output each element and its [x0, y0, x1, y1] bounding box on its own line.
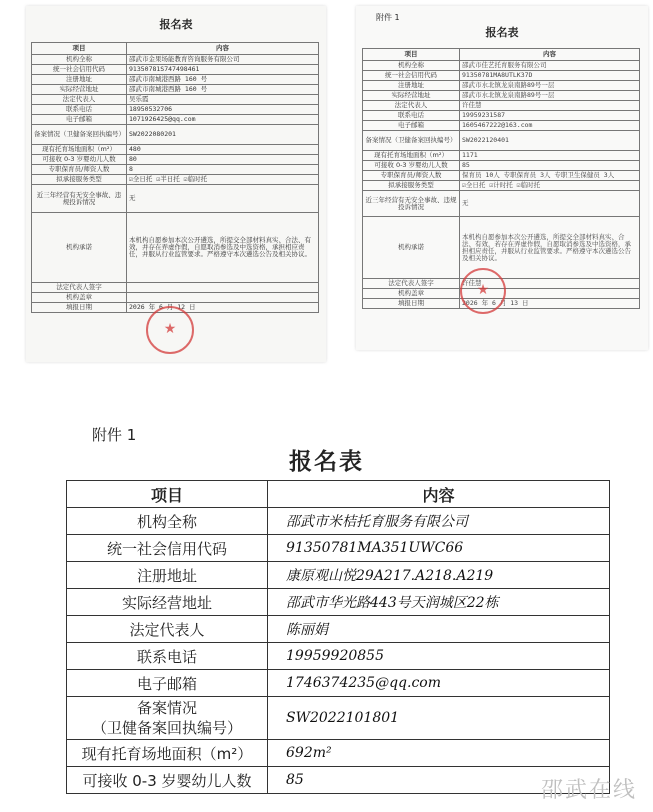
- row-value: SW2022120401: [460, 131, 640, 151]
- row-value: 85: [268, 767, 610, 794]
- row-label: 实际经营地址: [32, 85, 127, 95]
- row-label-line: 备案情况: [136, 699, 197, 717]
- row-value: 18950532706: [127, 105, 319, 115]
- row-value: SW2022080201: [127, 125, 319, 145]
- row-label: 法定代表人: [363, 101, 460, 111]
- row-label: 实际经营地址: [67, 589, 268, 616]
- header-item: 项目: [32, 43, 127, 55]
- row-label: 拟承接服务类型: [363, 181, 460, 191]
- row-value: 80: [127, 155, 319, 165]
- row-value: 邵武市华光路443号天润城区22栋: [268, 589, 610, 616]
- red-seal-stamp: [460, 268, 506, 314]
- row-value: 480: [127, 145, 319, 155]
- row-value: ☑全日托 ☑计时托 ☑临时托: [460, 181, 640, 191]
- table-row: [67, 697, 610, 740]
- row-label: 现有托育场地面积（m²）: [32, 145, 127, 155]
- row-value: 本机构自愿参加本次公开遴选，所提交全部材料真实、合法、有效，若存在弄虚作假，自愿取消参选及中选资格，承担相应责任，并服从行业监管要求。严格遵守本次遴选公告及相关协议。: [460, 217, 640, 279]
- table-row: [32, 95, 319, 105]
- table-row: [363, 151, 640, 161]
- row-label: 可接收 0-3 岁婴幼儿人数: [67, 767, 268, 794]
- row-label: 现有托育场地面积（m²）: [67, 740, 268, 767]
- row-value: 许佳慧: [460, 101, 640, 111]
- table-row: [363, 71, 640, 81]
- row-label: 机构全称: [67, 508, 268, 535]
- row-label: 电子邮箱: [67, 670, 268, 697]
- row-label: 机构盖章: [363, 289, 460, 299]
- table-row: [363, 171, 640, 181]
- row-label: 机构全称: [363, 61, 460, 71]
- row-label: 注册地址: [32, 75, 127, 85]
- table-row: [363, 111, 640, 121]
- row-label: 联系电话: [67, 643, 268, 670]
- row-label: 填报日期: [32, 303, 127, 313]
- red-seal-stamp: [146, 306, 194, 354]
- table-row: [32, 125, 319, 145]
- table-row: [363, 91, 640, 101]
- row-label: 法定代表人: [67, 616, 268, 643]
- row-value: 邵武市金果场能教育咨询服务有限公司: [127, 55, 319, 65]
- row-value: 91350781MA351UWC66: [268, 535, 610, 562]
- row-label: 电子邮箱: [32, 115, 127, 125]
- table-row: [67, 643, 610, 670]
- row-label: 注册地址: [363, 81, 460, 91]
- row-value: 邵武市水北镇龙泉南路89号一层: [460, 91, 640, 101]
- row-label-line: （卫健备案回执编号）: [91, 719, 242, 737]
- row-value: 邵武市水北镇龙泉南路89号一层: [460, 81, 640, 91]
- table-row: [32, 105, 319, 115]
- row-value: 陈丽娟: [268, 616, 610, 643]
- table-row: [32, 65, 319, 75]
- row-value: 19959920855: [268, 643, 610, 670]
- table-row: [32, 115, 319, 125]
- row-label: 注册地址: [67, 562, 268, 589]
- header-item: 项目: [363, 49, 460, 61]
- row-value: 邵武市佳艺托育服务有限公司: [460, 61, 640, 71]
- table-row: [67, 589, 610, 616]
- row-label: 法定代表人签字: [363, 279, 460, 289]
- header-content: 内容: [127, 43, 319, 55]
- scanned-form-right: [356, 6, 648, 350]
- row-label: 联系电话: [363, 111, 460, 121]
- table-row: [67, 616, 610, 643]
- table-row: [67, 535, 610, 562]
- row-value: 邵武市南城港西路 160 号: [127, 85, 319, 95]
- row-label: 机构承诺: [363, 217, 460, 279]
- form-table: [31, 42, 319, 313]
- table-row: [67, 562, 610, 589]
- table-row: [363, 181, 640, 191]
- row-label: 法定代表人: [32, 95, 127, 105]
- form-title: 报名表: [485, 26, 519, 39]
- row-label: 专职保育员/师资人数: [32, 165, 127, 175]
- table-row: [363, 191, 640, 217]
- table-row: [32, 55, 319, 65]
- table-row: [32, 283, 319, 293]
- row-label: 备案情况（卫健备案回执编号）: [363, 131, 460, 151]
- header-content: 内容: [460, 49, 640, 61]
- row-label: 实际经营地址: [363, 91, 460, 101]
- form-title: 报名表: [159, 18, 193, 31]
- table-row: [32, 155, 319, 165]
- header-item: 项目: [67, 481, 268, 508]
- table-row: [32, 85, 319, 95]
- row-label: 联系电话: [32, 105, 127, 115]
- row-value: 1171: [460, 151, 640, 161]
- row-value: 8: [127, 165, 319, 175]
- row-value: 91350781S747498461: [127, 65, 319, 75]
- table-row: [363, 81, 640, 91]
- row-label: 统一社会信用代码: [67, 535, 268, 562]
- table-row: [363, 217, 640, 279]
- row-label: [67, 697, 268, 740]
- form-table: [362, 48, 640, 309]
- row-value: ☑全日托 ☑半日托 ☑临时托: [127, 175, 319, 185]
- row-value: 692m²: [268, 740, 610, 767]
- row-value: 1746374235@qq.com: [268, 670, 610, 697]
- scanned-form-left: [26, 6, 326, 362]
- table-row: [67, 767, 610, 794]
- row-value: 19959231587: [460, 111, 640, 121]
- row-value: 91350781MA8UTLK37D: [460, 71, 640, 81]
- row-label: 电子邮箱: [363, 121, 460, 131]
- row-label: 机构全称: [32, 55, 127, 65]
- table-row: [363, 61, 640, 71]
- row-value: [127, 283, 319, 293]
- row-label: 近三年经营有无安全事故、违规投诉情况: [363, 191, 460, 217]
- row-value: 保育员 10人 专职保育员 3人 专职卫生保健员 3人: [460, 171, 640, 181]
- registration-table: [66, 480, 610, 794]
- row-label: 统一社会信用代码: [363, 71, 460, 81]
- table-row: [363, 161, 640, 171]
- row-label: 填报日期: [363, 299, 460, 309]
- row-label: 近三年经营有无安全事故、违规投诉情况: [32, 185, 127, 213]
- row-value: [127, 293, 319, 303]
- watermark: 邵武在线: [540, 778, 637, 803]
- table-row: [32, 75, 319, 85]
- row-value: 2026 年 6 月 12 日: [127, 303, 319, 313]
- row-label: 法定代表人签字: [32, 283, 127, 293]
- page-title: 报名表: [289, 449, 364, 475]
- row-value: 邵武市南城港西路 160 号: [127, 75, 319, 85]
- table-row: [67, 508, 610, 535]
- row-value: 无: [127, 185, 319, 213]
- row-value: 1605467222@163.com: [460, 121, 640, 131]
- row-label: 机构盖章: [32, 293, 127, 303]
- row-label: 可接收 0-3 岁婴幼儿人数: [363, 161, 460, 171]
- row-value: 本机构自愿参加本次公开遴选，所提交全部材料真实、合法、有效，并存在弄虚作假，自愿取消参选及中选资格，承担相应责任，并服从行业监管要求。严格遵守本次遴选公告及相关协议。: [127, 213, 319, 283]
- table-row: [363, 121, 640, 131]
- table-row: [32, 213, 319, 283]
- table-row: [32, 165, 319, 175]
- row-value: SW2022101801: [268, 697, 610, 740]
- annex-label: 附件 1: [92, 426, 137, 444]
- row-value: 邵武市米桔托育服务有限公司: [268, 508, 610, 535]
- row-value: 许佳慧: [460, 279, 640, 289]
- row-label: 拟承接服务类型: [32, 175, 127, 185]
- row-value: 吴乐霞: [127, 95, 319, 105]
- table-row: [67, 740, 610, 767]
- table-row: [32, 145, 319, 155]
- table-row: [363, 131, 640, 151]
- row-value: 85: [460, 161, 640, 171]
- table-row: [32, 175, 319, 185]
- row-label: 专职保育员/师资人数: [363, 171, 460, 181]
- header-content: 内容: [268, 481, 610, 508]
- row-value: 康原观山悦29A217.A218.A219: [268, 562, 610, 589]
- row-label: 可接收 0-3 岁婴幼儿人数: [32, 155, 127, 165]
- row-value: 2026 年 6 月 13 日: [460, 299, 640, 309]
- row-label: 现有托育场地面积（m²）: [363, 151, 460, 161]
- table-row: [32, 185, 319, 213]
- table-row: [32, 293, 319, 303]
- table-row: [363, 101, 640, 111]
- row-value: 1071926425@qq.com: [127, 115, 319, 125]
- row-value: 无: [460, 191, 640, 217]
- row-label: 统一社会信用代码: [32, 65, 127, 75]
- annex-label: 附件 1: [376, 13, 400, 22]
- table-row: [67, 670, 610, 697]
- row-label: 备案情况（卫健备案回执编号）: [32, 125, 127, 145]
- row-label: 机构承诺: [32, 213, 127, 283]
